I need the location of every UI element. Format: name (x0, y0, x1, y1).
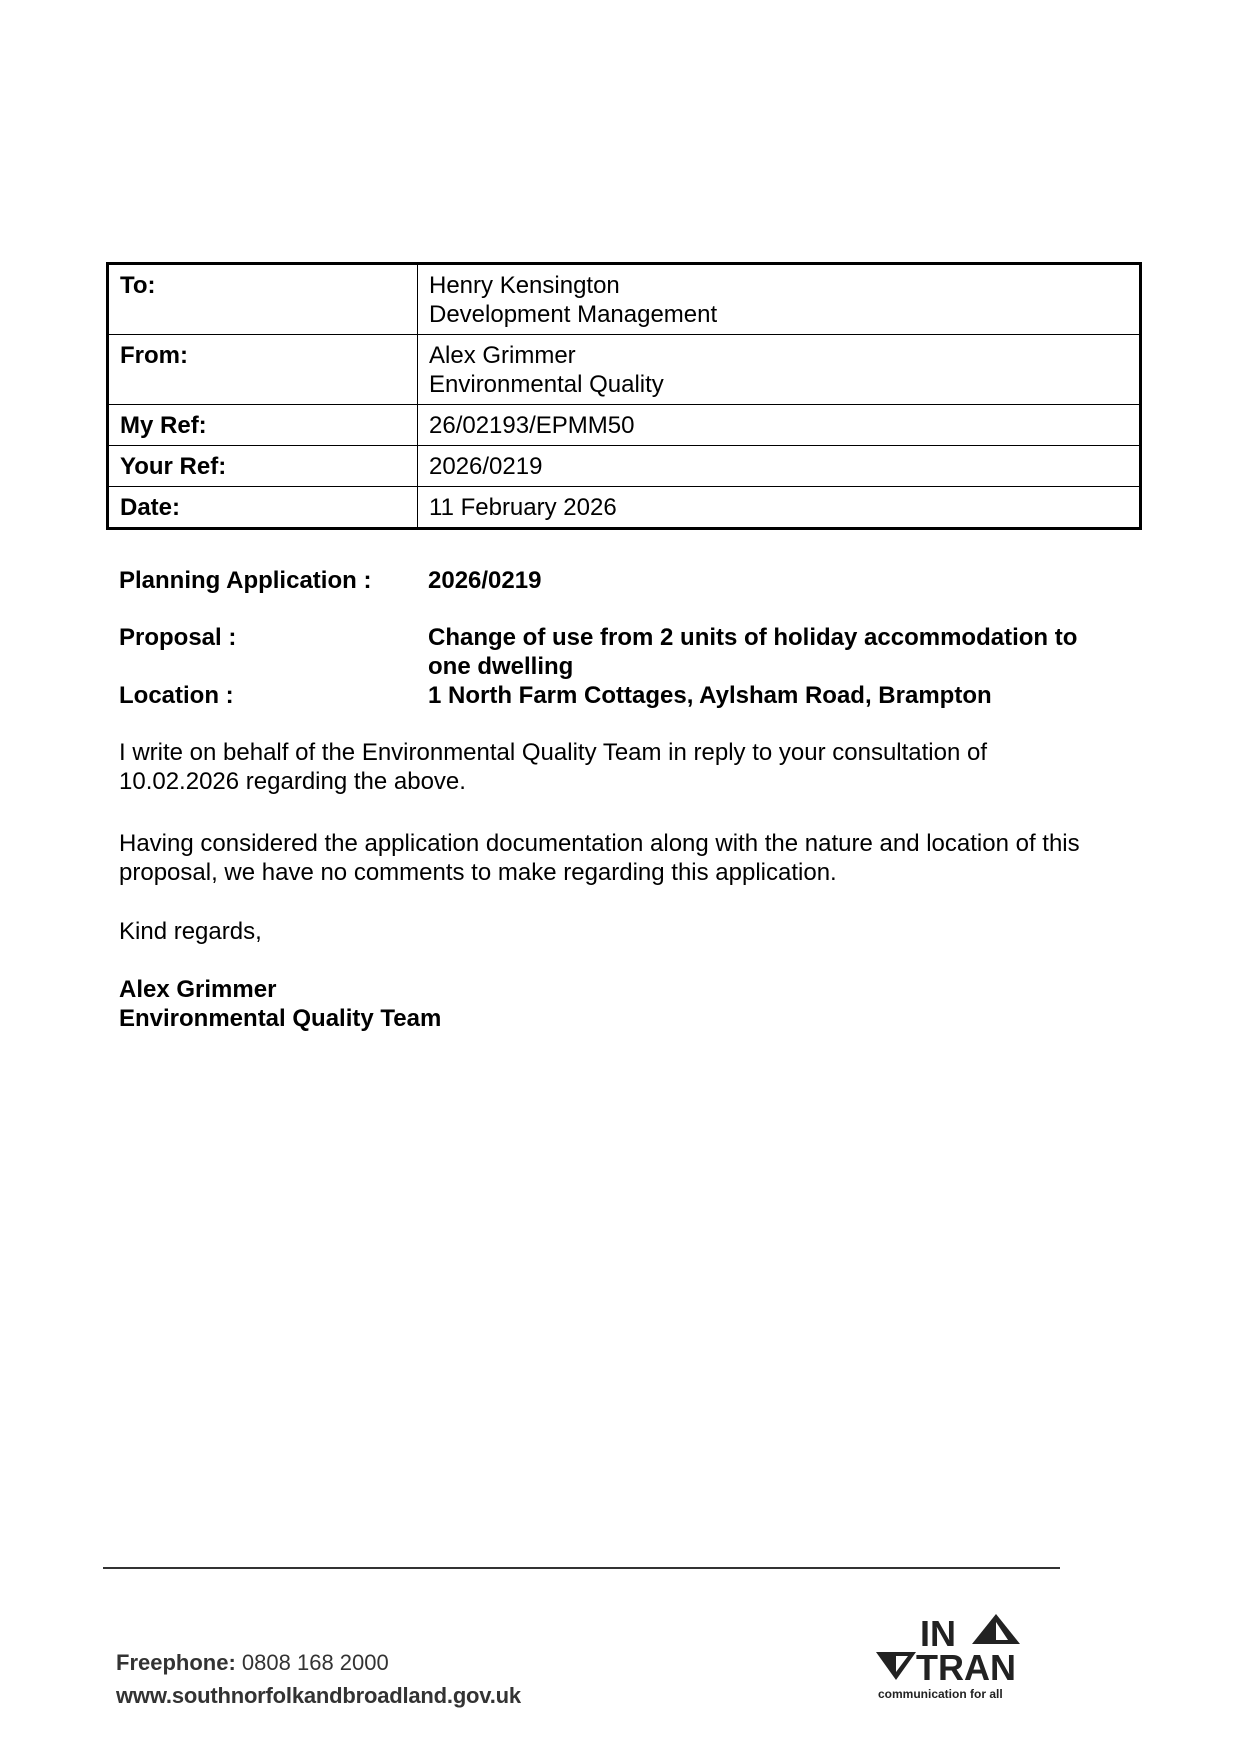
memo-row-to (108, 264, 1141, 335)
website-link[interactable]: www.southnorfolkandbroadland.gov.uk (116, 1683, 521, 1708)
memo-header-table (106, 262, 1142, 530)
intro-paragraph (119, 738, 987, 796)
myref-value: 26/02193/EPMM50 (418, 405, 1141, 446)
date-value: 11 February 2026 (418, 487, 1141, 529)
signature-block (119, 975, 441, 1033)
planning-application-label: Planning Application : (119, 567, 372, 594)
response-line-1: Having considered the application documentation along with the nature and location of this (119, 830, 1080, 857)
signature-team: Environmental Quality Team (119, 1005, 442, 1032)
proposal-value (428, 623, 1133, 681)
proposal-line-1: Change of use from 2 units of holiday accommodation to (428, 624, 1078, 651)
footer-divider (103, 1567, 1060, 1569)
proposal-line-2: one dwelling (428, 653, 574, 680)
from-value (418, 335, 1141, 405)
to-dept: Development Management (429, 301, 718, 328)
planning-application-value: 2026/0219 (428, 567, 542, 594)
myref-label: My Ref: (108, 405, 418, 446)
memo-row-myref (108, 405, 1141, 446)
closing-text: Kind regards, (119, 918, 262, 945)
memo-row-from (108, 335, 1141, 405)
intro-line-1: I write on behalf of the Environmental Quality Team in reply to your consultation of (119, 739, 988, 766)
from-label: From: (108, 335, 418, 405)
location-value: 1 North Farm Cottages, Aylsham Road, Brampton (428, 682, 992, 709)
intro-line-2: 10.02.2026 regarding the above. (119, 768, 466, 795)
yourref-value: 2026/0219 (418, 446, 1141, 487)
memo-row-date (108, 487, 1141, 529)
location-label: Location : (119, 682, 234, 709)
yourref-label: Your Ref: (108, 446, 418, 487)
logo-tagline: communication for all (878, 1687, 1003, 1701)
from-name: Alex Grimmer (429, 342, 576, 369)
response-paragraph (119, 829, 1080, 887)
from-dept: Environmental Quality (429, 371, 664, 398)
date-label: Date: (108, 487, 418, 529)
logo-tran-text: TRAN (916, 1647, 1016, 1688)
to-value (418, 264, 1141, 335)
freephone-label: Freephone: (116, 1650, 236, 1675)
signature-name: Alex Grimmer (119, 976, 277, 1003)
footer-contact (116, 1646, 521, 1712)
to-label: To: (108, 264, 418, 335)
freephone-line (116, 1646, 521, 1679)
response-line-2: proposal, we have no comments to make regarding this application. (119, 859, 837, 886)
to-name: Henry Kensington (429, 272, 620, 299)
proposal-label: Proposal : (119, 624, 237, 651)
intran-logo (874, 1608, 1044, 1704)
logo-in-text: IN (920, 1613, 956, 1654)
freephone-number: 0808 168 2000 (241, 1650, 389, 1675)
memo-row-yourref (108, 446, 1141, 487)
